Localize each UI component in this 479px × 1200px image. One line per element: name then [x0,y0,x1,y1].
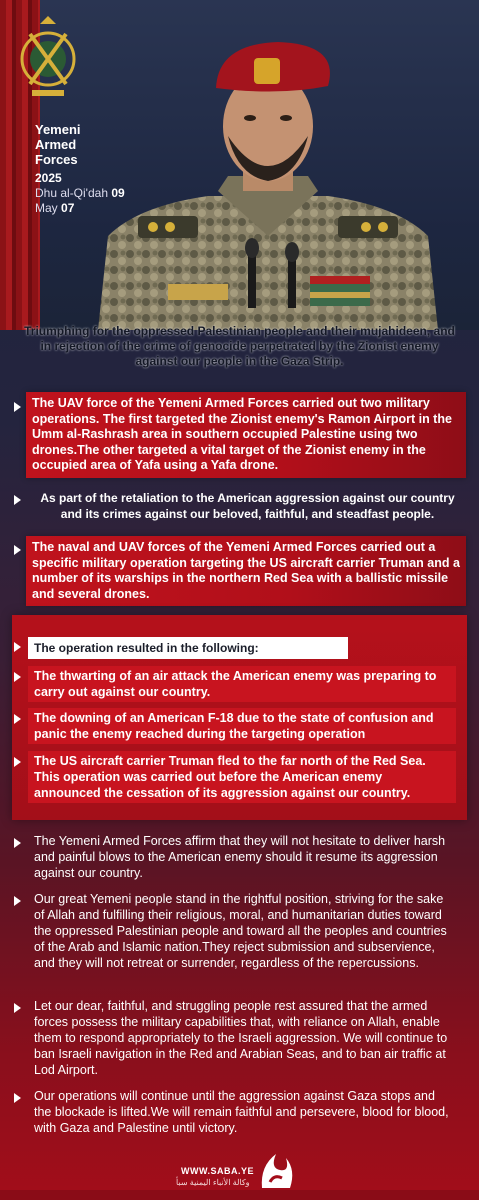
org-title-line: Forces [35,152,78,167]
emblem-icon [18,14,78,104]
bullet-arrow-icon [14,714,21,724]
retaliation-text: As part of the retaliation to the American aggression against our country and its crimes against our beloved, faithful, and steadfast people. [40,491,455,521]
result-item: The US aircraft carrier Truman fled to the far north of the Red Sea. This operation was carried out before the American enemy announced the cessation of its aggression against our country. [28,751,456,803]
bullet-arrow-icon [14,642,21,652]
operation-1-text: The UAV force of the Yemeni Armed Forces carried out two military operations. The first targeted the Zionist enemy's Ramon Airport in the Umm al-Rashrash area in southern occupied Palestine using two drones.The other targeted a vital target of the Zionist enemy in the occupied area of Yafa using a Yafa drone. [32,396,452,472]
org-title [35,122,81,167]
spokesman-photo [78,26,458,330]
operation-1-box [26,392,466,478]
bullet-arrow-icon [14,495,21,505]
saba-logo-icon [256,1148,296,1192]
retaliation-statement [30,491,465,522]
paragraph: Our great Yemeni people stand in the rightful position, striving for the sake of Allah and fulfilling their religious, moral, and humanitarian duties toward the oppressed Palestinian people and toward all the peoples and countries of the Arab and Islamic nation.They reject submission and subservience, and they will not retreat or surrender, regardless of the repercussions. [34,892,447,970]
results-heading: The operation resulted in the following: [28,637,348,659]
bullet-arrow-icon [14,402,21,412]
result-item: The downing of an American F-18 due to the state of confusion and panic the enemy reached during the targeting operation [28,708,456,744]
bullet-arrow-icon [14,545,21,555]
greg-month: May [35,201,58,215]
paragraph: The Yemeni Armed Forces affirm that they will not hesitate to deliver harsh and painful blows to the American enemy should it resume its aggression against our country. [34,834,446,880]
bullet-arrow-icon [14,672,21,682]
bullet-arrow-icon [14,1003,21,1013]
bullet-arrow-icon [14,896,21,906]
hijri-day: 09 [111,186,125,200]
hijri-month: Dhu al-Qi'dah [35,186,108,200]
org-title-line: Armed [35,137,77,152]
hero-banner [0,0,479,330]
paragraph: Let our dear, faithful, and struggling people rest assured that the armed forces possess the military capabilities that, with reliance on Allah, enable them to respond appropriately to the Israeli aggression. We will continue to ban Israeli navigation in the Red and Arabian Seas, and to ban air traffic at Lod Airport. [34,999,448,1077]
bullet-arrow-icon [14,757,21,767]
year-label: 2025 [35,171,62,185]
operation-2-text: The naval and UAV forces of the Yemeni Armed Forces carried out a specific military operation targeting the US aircraft carrier Truman and a number of its warships in the northern Red Sea with a ballistic missile and several drones. [32,540,460,601]
intro-statement [18,324,461,369]
bullet-arrow-icon [14,838,21,848]
greg-day: 07 [61,201,75,215]
bottom-strip [0,1190,479,1200]
hijri-date [35,186,125,200]
result-item: The thwarting of an air attack the American enemy was preparing to carry out against our country. [28,666,456,702]
bullet-arrow-icon [14,1093,21,1103]
intro-text: Triumphing for the oppressed Palestinian people and their mujahideen, and in rejection of the crime of genocide perpetrated by the Zionist enemy against our people in the Gaza Strip. [24,324,455,368]
operation-2-box [26,536,466,606]
footer-url: WWW.SABA.YE [181,1166,254,1176]
org-title-line: Yemeni [35,122,81,137]
gregorian-date [35,201,74,215]
footer-agency-name: وكالة الأنباء اليمنية سبأ [176,1178,250,1187]
paragraph: Our operations will continue until the aggression against Gaza stops and the blockade is lifted.We will remain faithful and persevere, blood for blood, with Gaza and Palestine until victory. [34,1089,449,1135]
